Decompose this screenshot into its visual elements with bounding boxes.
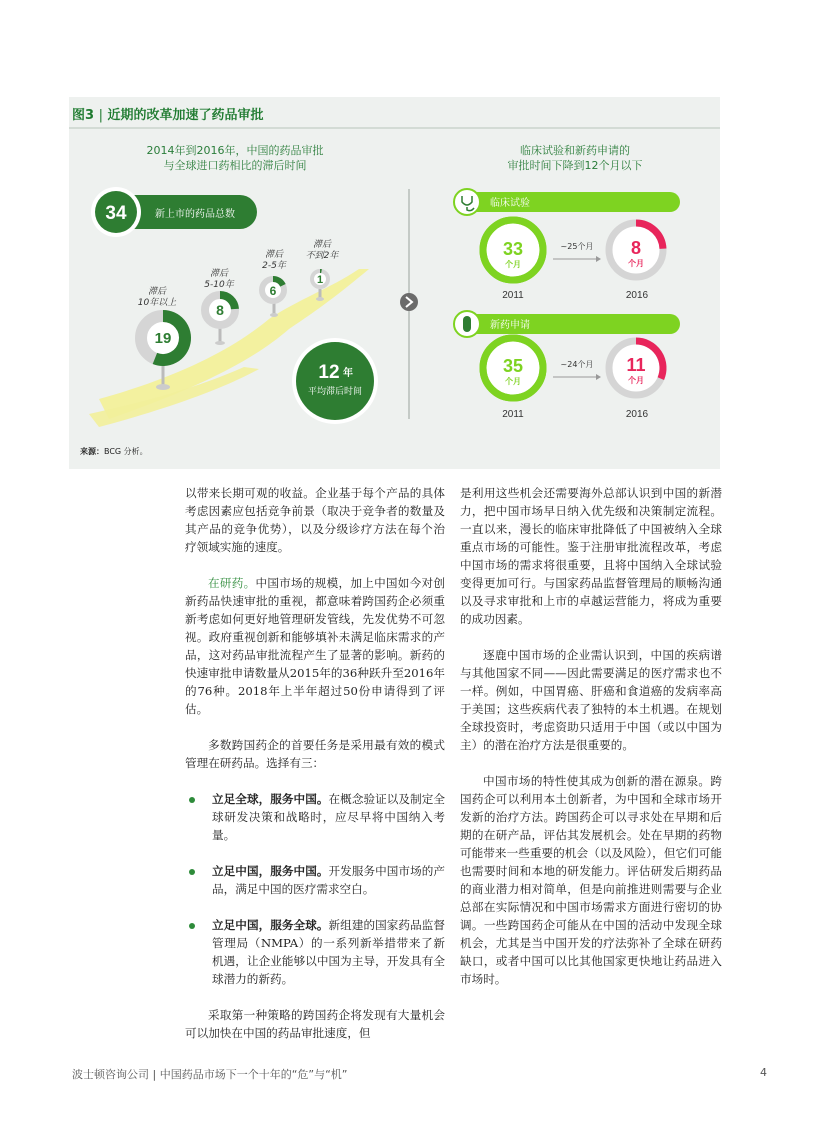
lag-label-19-line1: 滞后: [147, 287, 167, 297]
avg-lag-value: 12: [318, 362, 340, 383]
lag-value-6: 6: [269, 284, 277, 298]
strategy-bullet-1: [185, 790, 445, 844]
avg-lag-unit: 年: [343, 368, 353, 379]
page-footer: 波士顿咨询公司 | 中国药品市场下一个十年的“危”与“机”: [72, 1068, 348, 1081]
lag-label-6-line1: 滞后: [264, 250, 284, 260]
lag-label-1-line2: 不到2年: [305, 251, 339, 261]
left-subtitle-line1: 2014年到2016年，中国的药品审批: [146, 144, 324, 157]
left-paragraph-4: 采取第一种策略的跨国药企将发现有大量机会可以加快在中国的药品审批速度，但: [185, 1008, 445, 1040]
strategy-1-text: 在概念验证以及制定全球研发决策和战略时，应尽早将中国纳入考量。: [212, 792, 445, 842]
avg-lag-label: 平均滞后时间: [307, 387, 363, 397]
left-paragraph-2: [185, 574, 445, 718]
left-subtitle-line2: 与全球进口药相比的滞后时间: [163, 159, 307, 172]
lag-label-8-line1: 滞后: [209, 269, 229, 279]
figure-title-separator: |: [98, 108, 103, 123]
right-paragraph-2: 逐鹿中国市场的企业需认识到，中国的疾病谱与其他国家不同——因此需要满足的医疗需求也不一样。例如，中国胃癌、肝癌和食道癌的发病率高于美国；这些疾病代表了独特的本土机遇。在规划全球投资时，考虑资助只适用于中国（或以中国为主）的潜在治疗方法是很重要的。: [460, 648, 722, 752]
pole-base-1: [316, 297, 324, 301]
right-subtitle-line1: 临床试验和新药申请的: [520, 144, 630, 157]
figure-title: [72, 104, 264, 123]
pole-base-19: [156, 384, 170, 390]
strategy-3-text: 新组建的国家药品监督管理局（NMPA）的一系列新举措带来了新机遇，让企业能够以中国为主导，开发具有全球潜力的新药。: [212, 918, 445, 986]
pole-base-6: [270, 313, 278, 317]
strategy-bullet-3: [185, 916, 445, 988]
figure-number: 图3: [72, 108, 95, 123]
clinical-after-value: 8: [630, 238, 642, 258]
clinical-after-year: 2016: [625, 290, 649, 301]
stethoscope-icon-bg: [454, 189, 480, 215]
chevron-right-icon: [400, 293, 418, 311]
in-pipeline-lead: 在研药。: [208, 576, 256, 590]
strategy-2-text: 开发服务中国市场的产品，满足中国的医疗需求空白。: [212, 864, 445, 896]
figure-title-text: 近期的改革加速了药品审批: [107, 108, 264, 123]
strategy-3-lead: 立足中国，服务全球。: [212, 918, 329, 932]
clinical-arrow-head: [596, 256, 601, 262]
left-paragraph-3: 多数跨国药企的首要任务是采用最有效的模式管理在研药品。选择有三：: [185, 738, 445, 770]
nda-before-year: 2011: [502, 409, 524, 420]
nda-after-value: 11: [626, 355, 646, 375]
right-paragraph-3: 中国市场的特性使其成为创新的潜在源泉。跨国药企可以利用本土创新者，为中国和全球市场开发新的治疗方法。跨国药企可以寻求处在早期和后期的在研产品，评估其发展机会。处在早期的药物可能带来一些重要的机会（以及风险），但它们可能也需要时间和本地的研发能力。评估研发后期药品的商业潜力相对简单，但是向前推进则需要与企业总部在实际情况和中国市场需求方面进行密切的协调。一些跨国药企可能从在中国的活动中发现全球机会，尤其是当中国开发的疗法弥补了全球在研药缺口，或者中国可以比其他国家更快地让药品进入市场时。: [460, 774, 722, 986]
nda-before-unit: 个月: [505, 377, 521, 386]
pill-icon: [463, 316, 471, 332]
nda-bar: [455, 314, 680, 334]
clinical-before-value: 33: [502, 239, 524, 259]
strategy-1-lead: 立足全球，服务中国。: [212, 792, 329, 806]
lag-value-19: 19: [154, 330, 172, 347]
left-paragraph-1: 以带来长期可观的收益。企业基于每个产品的具体考虑因素应包括竞争前景（取决于竞争者的数量及其产品的竞争优势），以及分级诊疗方法在每个治疗领域实施的速度。: [185, 486, 445, 554]
left-paragraph-2-text: 中国市场的规模，加上中国如今对创新药品快速审批的重视，都意味着跨国药企必须重新考虑如何更好地管理研发管线，先发优势不可忽视。政府重视创新和能够填补未满足临床需求的产品，这对药品审批流程产生了显著的影响。新药的快速审批申请数量从2015年的36种跃升至2016年的76种。2018年上半年超过50份申请得到了评估。: [185, 576, 445, 716]
nda-label: 新药申请: [490, 320, 530, 331]
clinical-before-year: 2011: [502, 290, 524, 301]
total-count: 34: [105, 203, 127, 224]
body-column-left: [185, 484, 445, 1060]
page-number: 4: [760, 1066, 767, 1079]
source-text: BCG 分析。: [104, 447, 148, 456]
nda-after-unit: 个月: [628, 376, 644, 385]
clinical-label: 临床试验: [490, 198, 530, 209]
lag-label-8-line2: 5-10年: [204, 280, 234, 290]
total-label: 新上市的药品总数: [155, 209, 235, 220]
lag-label-1-line1: 滞后: [312, 240, 332, 250]
nda-before-value: 35: [502, 356, 524, 376]
lag-value-1: 1: [316, 274, 324, 286]
nda-arrow-head: [596, 374, 601, 380]
bullet-dot-icon: [189, 923, 195, 929]
source-label: 来源：: [80, 447, 104, 456]
clinical-bar: [455, 192, 680, 212]
bullet-dot-icon: [189, 797, 195, 803]
pole-base-8: [215, 341, 225, 345]
right-paragraph-1: 是利用这些机会还需要海外总部认识到中国的新潜力，把中国市场早日纳入优先级和决策制定流程。一直以来，漫长的临床审批降低了中国被纳入全球重点市场的可能性。鉴于注册审批流程改革，考虑中国市场的需求将很重要，且将中国纳入全球试验变得更加可行。与国家药品监督管理局的顺畅沟通以及寻求审批和上市的卓越运营能力，将成为重要的成功因素。: [460, 486, 722, 626]
body-column-right: [460, 484, 722, 1006]
clinical-after-unit: 个月: [628, 259, 644, 268]
strategy-2-lead: 立足中国，服务中国。: [212, 864, 329, 878]
lag-value-8: 8: [216, 302, 224, 318]
strategy-bullet-2: [185, 862, 445, 898]
clinical-before-unit: 个月: [505, 260, 521, 269]
lag-label-6-line2: 2-5年: [262, 261, 286, 271]
clinical-delta: ~25个月: [560, 242, 594, 251]
nda-delta: ~24个月: [560, 360, 594, 369]
right-subtitle-line2: 审批时间下降到12个月以下: [507, 159, 643, 172]
figure-source: [80, 446, 148, 457]
bullet-dot-icon: [189, 869, 195, 875]
figure-graphic: [69, 129, 720, 459]
nda-after-year: 2016: [625, 409, 649, 420]
lag-label-19-line2: 10年以上: [137, 298, 177, 308]
